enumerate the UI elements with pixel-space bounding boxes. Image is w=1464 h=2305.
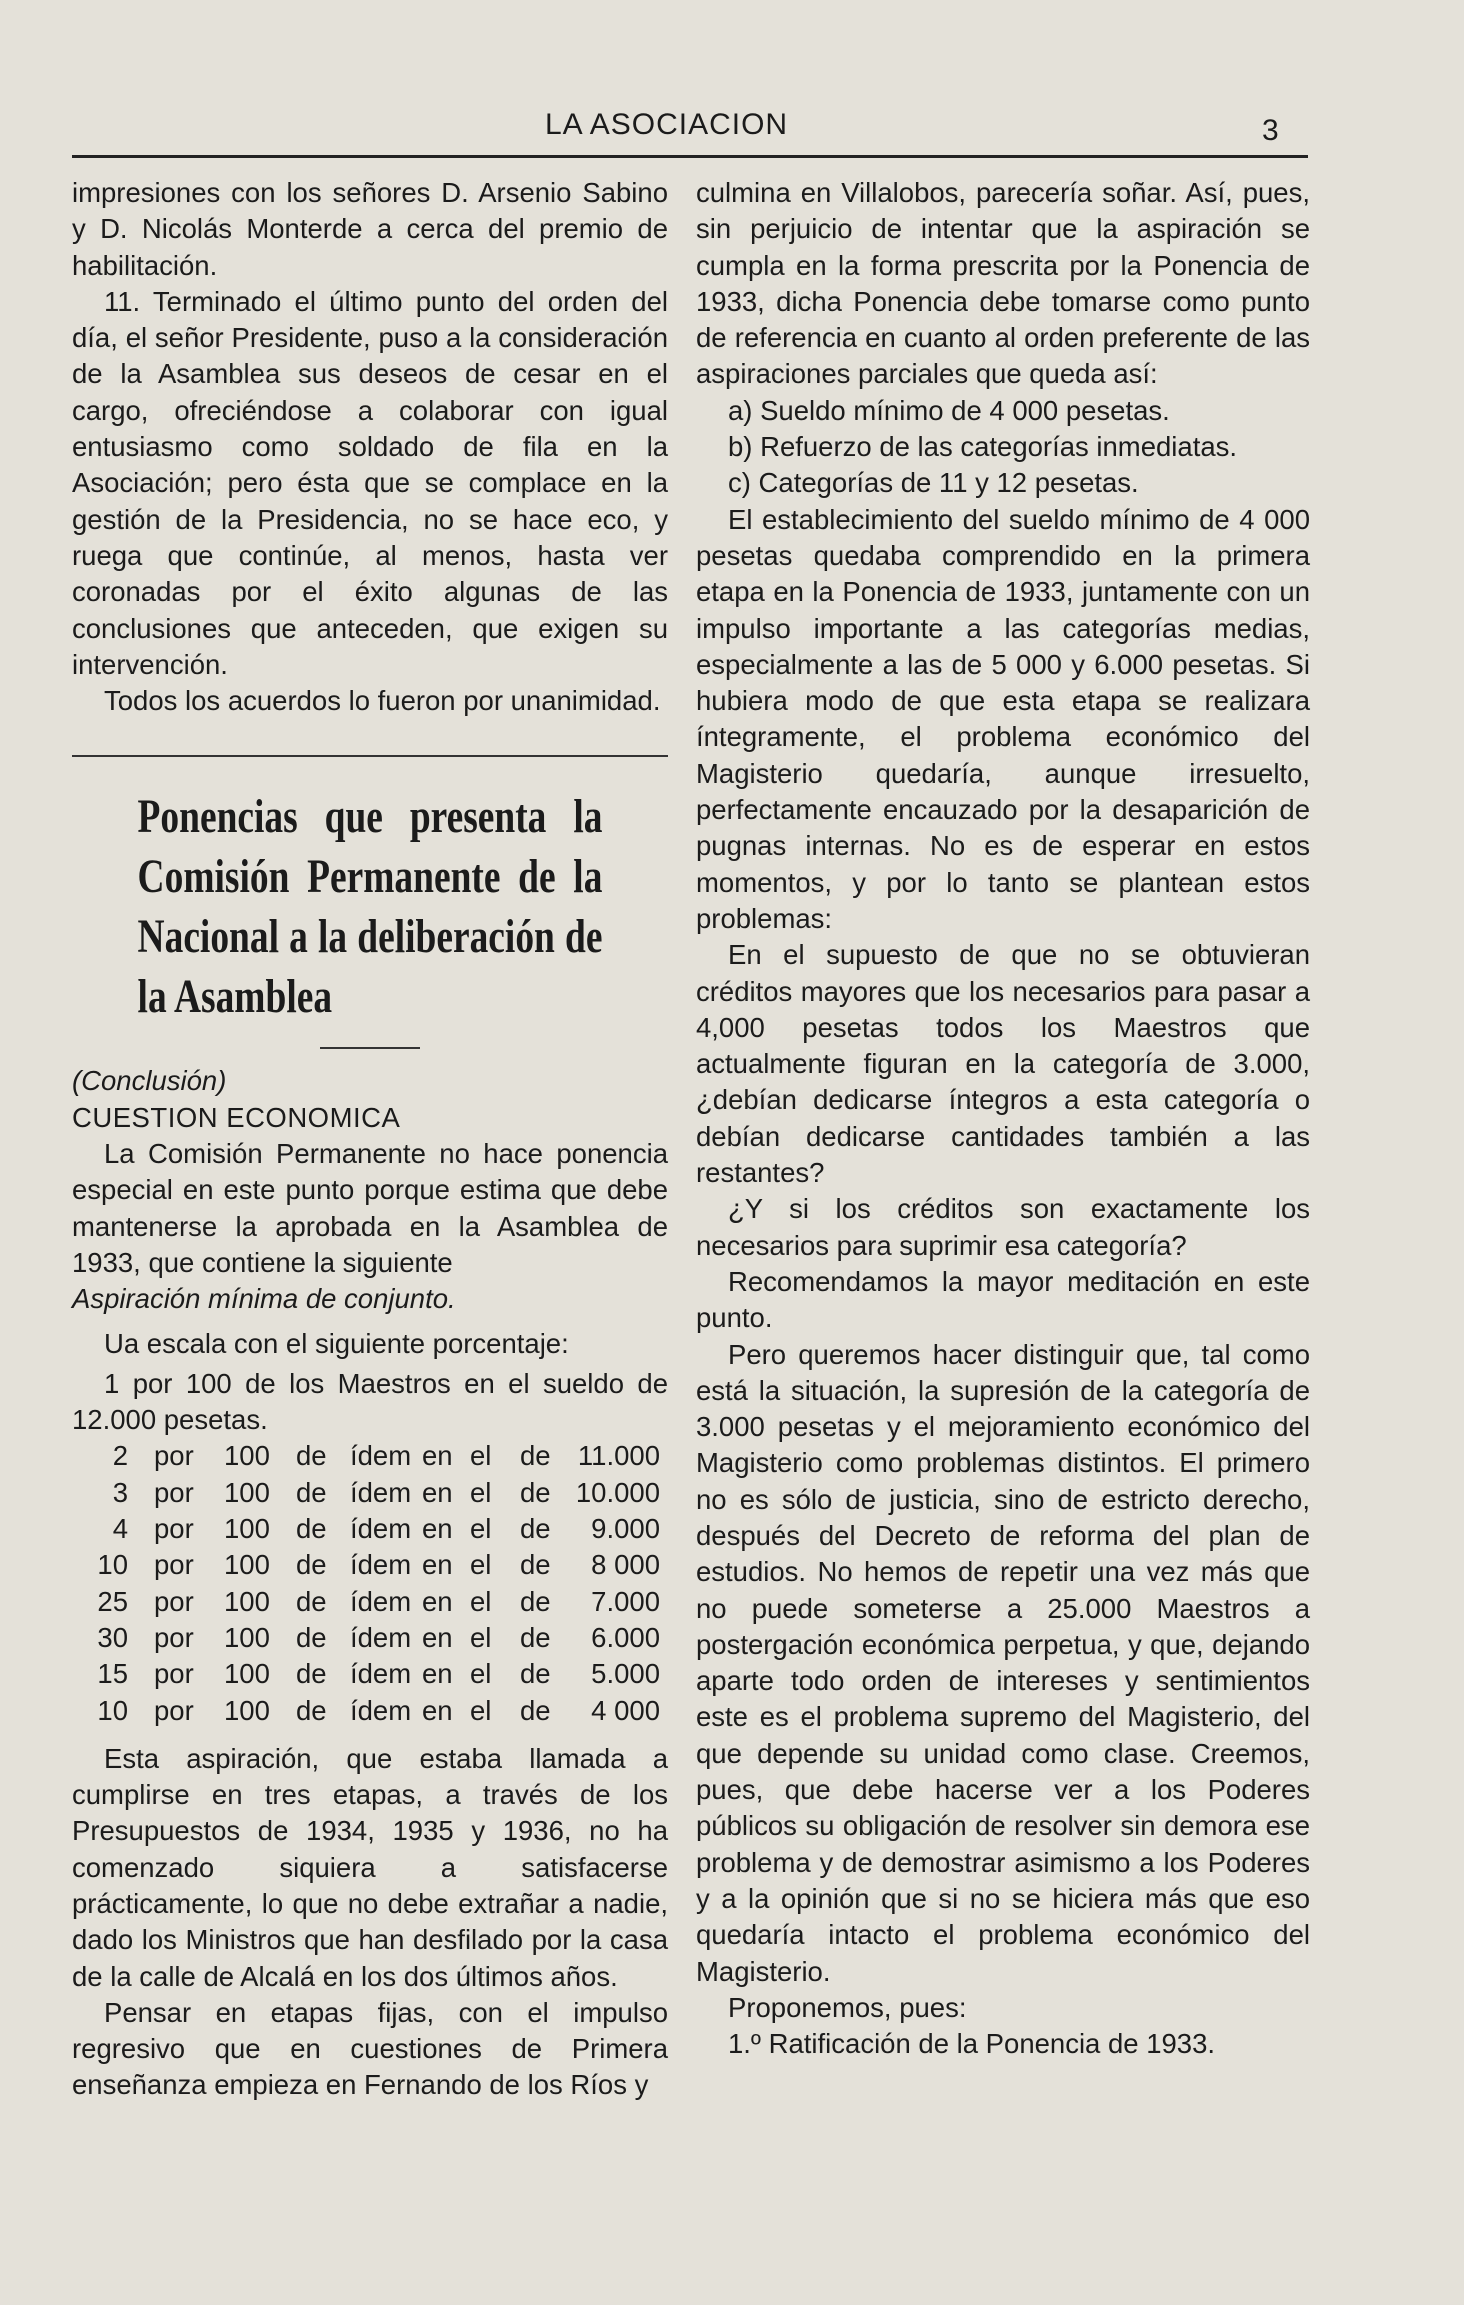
right-column <box>696 175 1310 2062</box>
word-idem: ídem <box>350 1549 412 1581</box>
running-title: LA ASOCIACION <box>545 108 789 141</box>
word-el: el <box>470 1694 492 1726</box>
scale-amount: 9.000 <box>591 1513 660 1545</box>
word-en: en <box>422 1513 453 1545</box>
word-por: por <box>154 1549 194 1581</box>
word-de: de <box>520 1476 551 1508</box>
word-cien: 100 <box>224 1658 270 1690</box>
conclusion-label: (Conclusión) <box>72 1065 227 1097</box>
scale-row <box>72 1620 668 1656</box>
word-de: de <box>296 1694 327 1726</box>
word-de: de <box>520 1440 551 1472</box>
word-el: el <box>470 1585 492 1617</box>
section-divider <box>72 755 668 757</box>
paragraph-intro: impresiones con los señores D. Arsenio Sabino y D. Nicolás Monterde a cerca del premio de habilitación. <box>72 177 668 281</box>
scale-amount: 11.000 <box>577 1440 660 1472</box>
word-de: de <box>296 1513 327 1545</box>
word-en: en <box>422 1658 453 1690</box>
paragraph-culmina: culmina en Villalobos, parecería soñar. Así, pues, sin perjuicio de intentar que la aspiración se cumpla en la forma prescrita por la Ponencia de 1933, dicha Ponencia debe tomarse como punto de referencia en cuanto al orden preferente de las aspiraciones parciales que queda así: <box>696 177 1310 390</box>
word-en: en <box>422 1694 453 1726</box>
word-en: en <box>422 1585 453 1617</box>
word-idem: ídem <box>350 1513 412 1545</box>
scale-row <box>72 1656 668 1692</box>
escala-intro: Ua escala con el siguiente porcentaje: <box>104 1327 569 1359</box>
scale-percentage: 3 <box>112 1476 128 1508</box>
word-cien: 100 <box>224 1513 270 1545</box>
word-de: de <box>520 1658 551 1690</box>
scale-percentage: 10 <box>97 1694 128 1726</box>
paragraph-item-11: 11. Terminado el último punto del orden del día, el señor Presidente, puso a la consideración de la Asamblea sus deseos de cesar en el cargo, ofreciéndose a colaborar con igual entusiasmo como soldado de fila en la Asociación; pero ésta que se complace en la gestión de la Presidencia, no se hace eco, y ruega que continúe, al menos, hasta ver coronadas por el éxito algunas de las conclusiones que anteceden, que exigen su intervención. <box>72 285 668 680</box>
word-cien: 100 <box>224 1621 270 1653</box>
scale-percentage: 4 <box>112 1513 128 1545</box>
word-idem: ídem <box>350 1476 412 1508</box>
word-de: de <box>520 1513 551 1545</box>
scale-percentage: 10 <box>97 1549 128 1581</box>
word-cien: 100 <box>224 1440 270 1472</box>
word-por: por <box>154 1476 194 1508</box>
word-por: por <box>154 1694 194 1726</box>
paragraph-esta-aspiracion: Esta aspiración, que estaba llamada a cumplirse en tres etapas, a través de los Presupuestos de 1934, 1935 y 1936, no ha comenzado siquiera a satisfacerse prácticamente, lo que no debe extrañar a nadie, dado los Ministros que han desfilado por la casa de la calle de Alcalá en los dos últimos años. <box>72 1742 668 1992</box>
word-cien: 100 <box>224 1549 270 1581</box>
scale-amount: 8 000 <box>591 1549 660 1581</box>
list-item: b) Refuerzo de las categorías inmediatas. <box>728 431 1238 463</box>
word-el: el <box>470 1621 492 1653</box>
aspiracion-heading: Aspiración mínima de conjunto. <box>72 1283 456 1315</box>
scale-first-row: 1 por 100 de los Maestros en el sueldo de 12.000 pesetas. <box>72 1367 668 1436</box>
scale-percentage: 30 <box>97 1621 128 1653</box>
scale-amount: 10.000 <box>575 1476 660 1508</box>
word-de: de <box>296 1658 327 1690</box>
word-idem: ídem <box>350 1658 412 1690</box>
word-idem: ídem <box>350 1585 412 1617</box>
word-de: de <box>296 1549 327 1581</box>
word-por: por <box>154 1658 194 1690</box>
word-el: el <box>470 1440 492 1472</box>
left-column <box>72 175 668 2104</box>
word-por: por <box>154 1440 194 1472</box>
scale-row <box>72 1438 668 1474</box>
scale-amount: 5.000 <box>591 1658 660 1690</box>
header-rule <box>72 155 1308 158</box>
scale-amount: 6.000 <box>591 1621 660 1653</box>
scale-row <box>72 1475 668 1511</box>
scale-amount: 4 000 <box>591 1694 660 1726</box>
word-el: el <box>470 1476 492 1508</box>
scale-percentage: 25 <box>97 1585 128 1617</box>
scale-percentage: 15 <box>97 1658 128 1690</box>
word-en: en <box>422 1621 453 1653</box>
scale-percentage: 2 <box>112 1440 128 1472</box>
word-cien: 100 <box>224 1476 270 1508</box>
word-de: de <box>520 1585 551 1617</box>
paragraph-establecimiento: El establecimiento del sueldo mínimo de 4 000 pesetas quedaba comprendido en la primera etapa en la Ponencia de 1933, juntamente con un impulso importante a las categorías medias, especialmente a las de 5 000 y 6.000 pesetas. Si hubiera modo de que esta etapa se realizara íntegramente, el problema económico del Magisterio quedaría, aunque irresuelto, perfectamente encauzado por la desaparición de pugnas internas. No es de esperar en estos momentos, y por lo tanto se plantean estos problemas: <box>696 503 1310 934</box>
word-el: el <box>470 1549 492 1581</box>
scale-amount: 7.000 <box>591 1585 660 1617</box>
page-number: 3 <box>1262 114 1279 147</box>
paragraph-pensar: Pensar en etapas fijas, con el impulso regresivo que en cuestiones de Primera enseñanza empieza en Fernando de los Ríos y <box>72 1996 668 2101</box>
paragraph-creditos: ¿Y si los créditos son exactamente los necesarios para suprimir esa categoría? <box>696 1193 1310 1261</box>
word-de: de <box>296 1476 327 1508</box>
word-cien: 100 <box>224 1585 270 1617</box>
paragraph-todos: Todos los acuerdos lo fueron por unanimidad. <box>104 685 661 717</box>
word-por: por <box>154 1585 194 1617</box>
word-por: por <box>154 1621 194 1653</box>
running-head <box>0 108 1464 158</box>
section-title: CUESTION ECONOMICA <box>72 1101 401 1133</box>
paragraph-comision: La Comisión Permanente no hace ponencia especial en este punto porque estima que debe mantenerse la aprobada en la Asamblea de 1933, que contiene la siguiente <box>72 1138 668 1278</box>
paragraph-queremos: Pero queremos hacer distinguir que, tal como está la situación, la supresión de la categoría de 3.000 pesetas y el mejoramiento económico del Magisterio como problemas distintos. El primero no es sólo de justicia, sino de estricto derecho, después del Decreto de reforma del plan de estudios. No hemos de repetir una vez más que no puede someterse a 25.000 Maestros a postergación económica perpetua, y que, dejando aparte todo orden de intereses y sentimientos este es el problema supremo del Magisterio, del que depende su unidad como clase. Creemos, pues, que debe hacerse ver a los Poderes públicos su obligación de resolver sin demora ese problema y de demostrar asimismo a los Poderes y a la opinión que si no se hiciera más que eso quedaría intacto el problema económico del Magisterio. <box>696 1338 1310 1987</box>
list-item: a) Sueldo mínimo de 4 000 pesetas. <box>728 394 1170 426</box>
percentage-scale <box>72 1366 668 1729</box>
word-idem: ídem <box>350 1694 412 1726</box>
word-de: de <box>520 1549 551 1581</box>
word-cien: 100 <box>224 1694 270 1726</box>
word-idem: ídem <box>350 1440 412 1472</box>
scale-row <box>72 1511 668 1547</box>
word-el: el <box>470 1658 492 1690</box>
paragraph-ratificacion: 1.º Ratificación de la Ponencia de 1933. <box>728 2028 1216 2060</box>
paragraph-proponemos: Proponemos, pues: <box>728 1991 967 2023</box>
word-de: de <box>520 1621 551 1653</box>
list-item: c) Categorías de 11 y 12 pesetas. <box>728 467 1139 499</box>
word-en: en <box>422 1440 453 1472</box>
word-de: de <box>296 1585 327 1617</box>
word-idem: ídem <box>350 1621 412 1653</box>
headline-divider <box>320 1047 420 1049</box>
scale-row <box>72 1547 668 1583</box>
word-de: de <box>520 1694 551 1726</box>
paragraph-supuesto: En el supuesto de que no se obtuvieran créditos mayores que los necesarios para pasar a 4,000 pesetas todos los Maestros que actualmente figuran en la categoría de 3.000, ¿debían dedicarse íntegros a esta categoría o debían dedicarse cantidades también a las restantes? <box>696 939 1310 1189</box>
article-headline: Ponencias que presenta la Comisión Permanente de la Nacional a la deliberación de la Asamblea <box>137 790 603 1024</box>
word-por: por <box>154 1513 194 1545</box>
word-en: en <box>422 1476 453 1508</box>
word-el: el <box>470 1513 492 1545</box>
scale-row <box>72 1693 668 1729</box>
word-de: de <box>296 1440 327 1472</box>
scale-row <box>72 1584 668 1620</box>
word-en: en <box>422 1549 453 1581</box>
word-de: de <box>296 1621 327 1653</box>
paragraph-recomendamos: Recomendamos la mayor meditación en este punto. <box>696 1265 1310 1334</box>
